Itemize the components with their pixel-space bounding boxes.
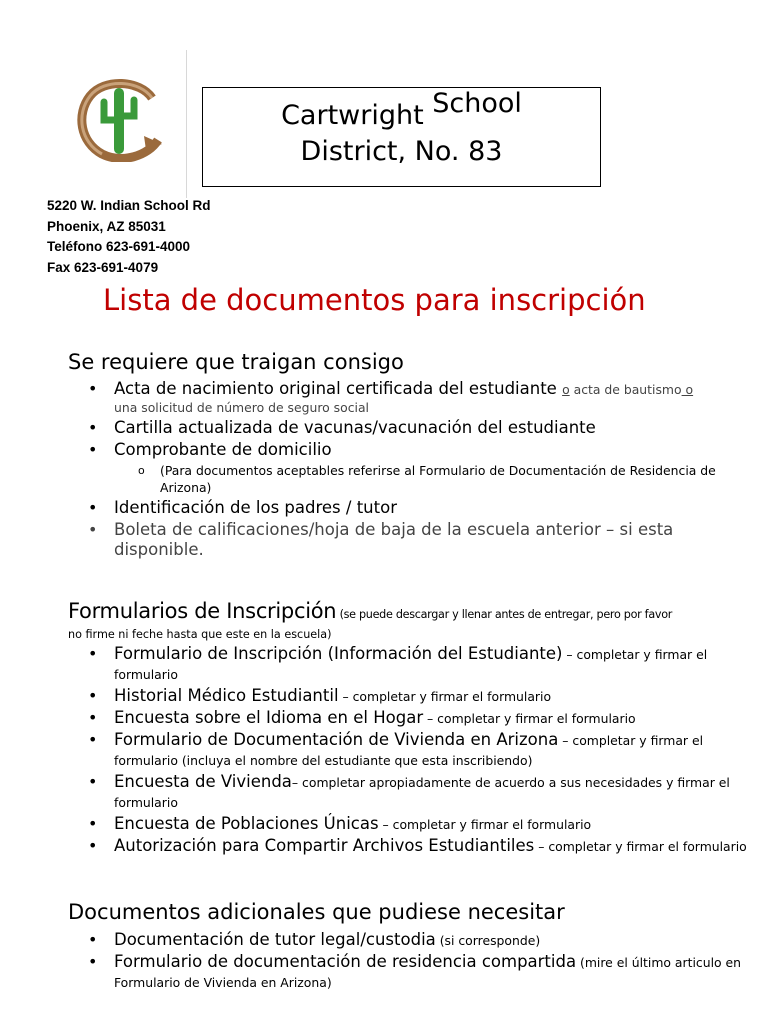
section3-list	[88, 930, 748, 994]
district-title-line1	[203, 88, 600, 134]
district-title-box	[202, 87, 601, 187]
header-divider	[186, 50, 187, 198]
section2-heading: Formularios de Inscripción (se puede descargar y llenar antes de entregar, pero por favor	[68, 599, 673, 623]
address-fax: Fax 623-691-4079	[47, 260, 159, 276]
address-street: 5220 W. Indian School Rd	[47, 198, 211, 213]
district-address	[47, 196, 211, 279]
list-item: • Autorización para Compartir Archivos Estudiantiles – completar y firmar el formulario	[88, 836, 747, 855]
list-item: • Encuesta de Poblaciones Únicas – completar y firmar el formulario	[88, 814, 592, 833]
list-item: • Documentación de tutor legal/custodia (si corresponde)	[88, 930, 541, 949]
list-item: • Formulario de Documentación de Vivienda en Arizona – completar y firmar el formulario (incluya el nombre del estudiante que esta inscribiendo)	[88, 730, 704, 768]
list-item: • Formulario de Inscripción (Información del Estudiante) – completar y firmar el formulario	[88, 644, 708, 682]
address-city: Phoenix, AZ 85031	[47, 218, 166, 234]
address-phone: Teléfono 623-691-4000	[47, 239, 191, 255]
list-item: • Cartilla actualizada de vacunas/vacunación del estudiante	[88, 418, 596, 437]
list-item: • Formulario de documentación de residencia compartida (mire el último articulo en Formulario de Vivienda en Arizona)	[88, 952, 742, 990]
section2-list	[88, 644, 748, 858]
section1-heading: Se requiere que traigan consigo	[68, 350, 404, 374]
district-logo-icon	[74, 76, 166, 162]
list-item: • Encuesta sobre el Idioma en el Hogar – completar y firmar el formulario	[88, 708, 636, 727]
list-item: • Boleta de calificaciones/hoja de baja de la escuela anterior – si esta disponible.	[88, 520, 674, 559]
list-item: • Acta de nacimiento original certificada del estudiante o acta de bautismo o una solicitud de número de seguro social	[88, 379, 694, 415]
section1-list	[88, 379, 748, 562]
page-title: Lista de documentos para inscripción	[103, 283, 646, 317]
sub-list-item: o (Para documentos aceptables referirse al Formulario de Documentación de Residencia de Arizona)	[138, 463, 716, 495]
list-item: • Historial Médico Estudiantil – completar y firmar el formulario	[88, 686, 552, 705]
district-title-part1: Cartwright	[281, 100, 424, 131]
section2-note-cont: no firme ni feche hasta que este en la escuela)	[68, 628, 332, 641]
list-item: • Comprobante de domicilio o (Para documentos aceptables referirse al Formulario de Documentación de Residencia de Arizona)	[88, 440, 748, 496]
list-item: • Encuesta de Vivienda– completar apropiadamente de acuerdo a sus necesidades y firmar el formulario	[88, 772, 730, 810]
district-title-line2: District, No. 83	[300, 136, 503, 167]
list-item: • Identificación de los padres / tutor	[88, 498, 397, 517]
section3-heading: Documentos adicionales que pudiese necesitar	[68, 900, 565, 924]
district-title-part2: School	[432, 88, 522, 119]
